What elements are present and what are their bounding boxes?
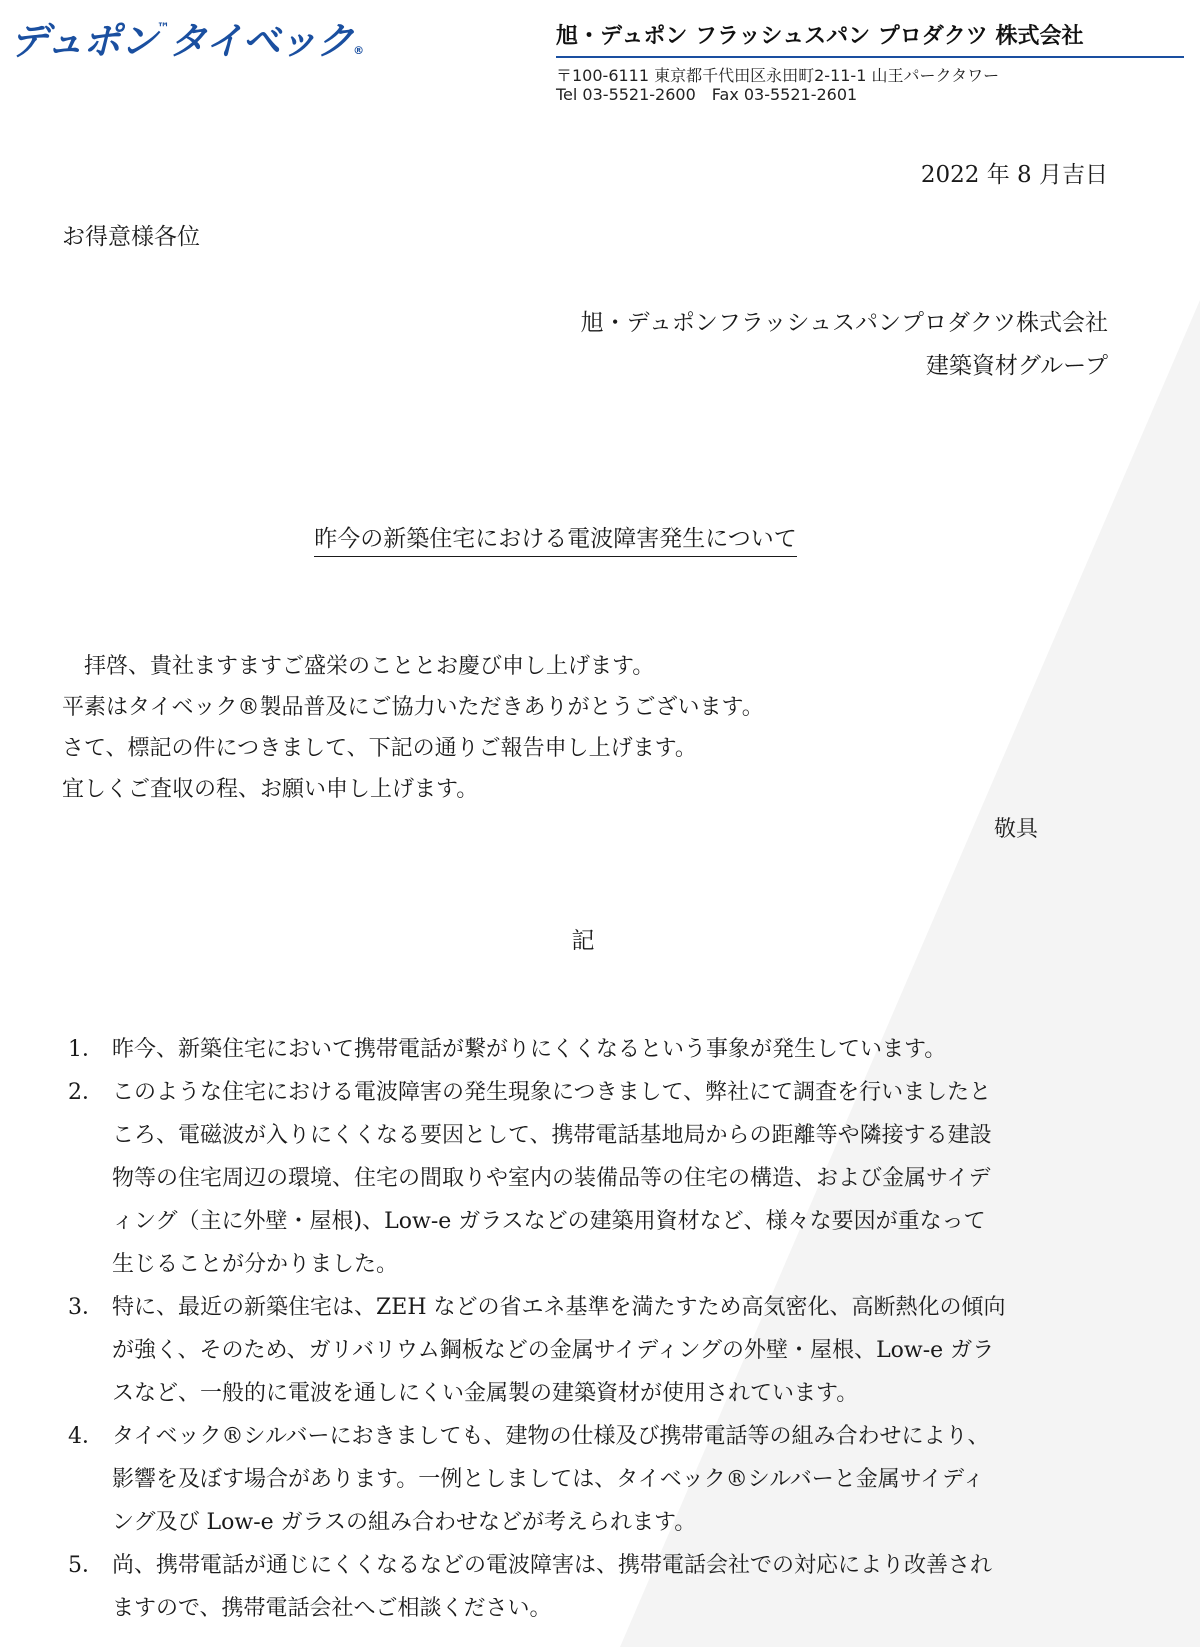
list-item-line: 影響を及ぼす場合があります。一例としましては、タイベック®シルバーと金属サイディ bbox=[112, 1467, 985, 1492]
list-item bbox=[62, 1415, 1112, 1544]
list-item-number: 4． bbox=[68, 1424, 104, 1449]
tyvek-logo bbox=[10, 19, 364, 63]
list-item-line: 物等の住宅周辺の環境、住宅の間取りや室内の装備品等の住宅の構造、および金属サイデ bbox=[112, 1166, 991, 1191]
ki-heading: 記 bbox=[571, 928, 595, 954]
list-item-number: 1． bbox=[68, 1037, 104, 1062]
list-item-line: ング及び Low-e ガラスの組み合わせなどが考えられます。 bbox=[112, 1510, 697, 1535]
subject-heading bbox=[0, 520, 1111, 553]
list-item bbox=[62, 1544, 1112, 1630]
list-item-line: 生じることが分かりました。 bbox=[112, 1252, 399, 1277]
list-item-line: ころ、電磁波が入りにくくなる要因として、携帯電話基地局からの距離等や隣接する建設 bbox=[112, 1123, 992, 1148]
list-item-line: が強く、そのため、ガリバリウム鋼板などの金属サイディングの外壁・屋根、Low-e ガラ bbox=[112, 1338, 995, 1363]
letter-date: 2022 年 8 月吉日 bbox=[920, 162, 1108, 188]
logo-text-tyvek: タイベック bbox=[168, 19, 354, 63]
greeting-line: 拝啓、貴社ますますご盛栄のこととお慶び申し上げます。 bbox=[84, 654, 655, 679]
letterhead-address bbox=[556, 66, 999, 104]
subject-text: 昨今の新築住宅における電波障害発生について bbox=[314, 526, 797, 557]
greeting-line: さて、標記の件につきまして、下記の通りご報告申し上げます。 bbox=[62, 736, 697, 761]
sender-department: 建築資材グループ bbox=[925, 353, 1108, 379]
list-item-line: ますので、携帯電話会社へご相談ください。 bbox=[112, 1596, 552, 1621]
recipient: お得意様各位 bbox=[62, 224, 200, 250]
greeting-line: 宜しくご査収の程、お願い申し上げます。 bbox=[62, 777, 479, 802]
list-item-line: 特に、最近の新築住宅は、ZEH などの省エネ基準を満たすため高気密化、高断熱化の傾向 bbox=[112, 1295, 1006, 1320]
numbered-list bbox=[62, 1028, 1112, 1630]
list-item-number: 5． bbox=[68, 1553, 104, 1578]
address-line: 〒100-6111 東京都千代田区永田町2-11-1 山王パークタワー bbox=[556, 66, 1000, 85]
sender-block bbox=[581, 302, 1108, 388]
letterhead-divider bbox=[556, 56, 1184, 58]
greeting-line: 平素はタイベック®製品普及にご協力いただきありがとうございます。 bbox=[62, 695, 764, 720]
list-item-line: スなど、一般的に電波を通しにくい金属製の建築資材が使用されています。 bbox=[112, 1381, 859, 1406]
list-item-line: 昨今、新築住宅において携帯電話が繋がりにくくなるという事象が発生しています。 bbox=[112, 1037, 947, 1062]
list-item bbox=[62, 1071, 1112, 1286]
logo-registered: ® bbox=[353, 44, 364, 57]
list-item-line: 尚、携帯電話が通じにくくなるなどの電波障害は、携帯電話会社での対応により改善され bbox=[112, 1553, 993, 1578]
list-item-number: 2． bbox=[68, 1080, 104, 1105]
list-item-line: タイベック®シルバーにおきましても、建物の仕様及び携帯電話等の組み合わせにより、 bbox=[112, 1424, 990, 1449]
logo-trademark: ™ bbox=[156, 21, 169, 36]
list-item bbox=[62, 1028, 1112, 1071]
logo-text-dupont: デュポン bbox=[10, 19, 157, 63]
letterhead-company-name: 旭・デュポン フラッシュスパン プロダクツ 株式会社 bbox=[556, 24, 1084, 49]
list-item-number: 3． bbox=[68, 1295, 104, 1320]
phone-fax-line: Tel 03-5521-2600 Fax 03-5521-2601 bbox=[556, 85, 858, 104]
sender-company: 旭・デュポンフラッシュスパンプロダクツ株式会社 bbox=[580, 310, 1108, 336]
list-item bbox=[62, 1286, 1112, 1415]
list-item-line: ィング（主に外壁・屋根)、Low-e ガラスなどの建築用資材など、様々な要因が重なって bbox=[112, 1209, 986, 1234]
list-item-line: このような住宅における電波障害の発生現象につきまして、弊社にて調査を行いましたと bbox=[112, 1080, 992, 1105]
closing-keigu: 敬具 bbox=[993, 817, 1038, 842]
greeting-paragraph bbox=[62, 646, 764, 810]
